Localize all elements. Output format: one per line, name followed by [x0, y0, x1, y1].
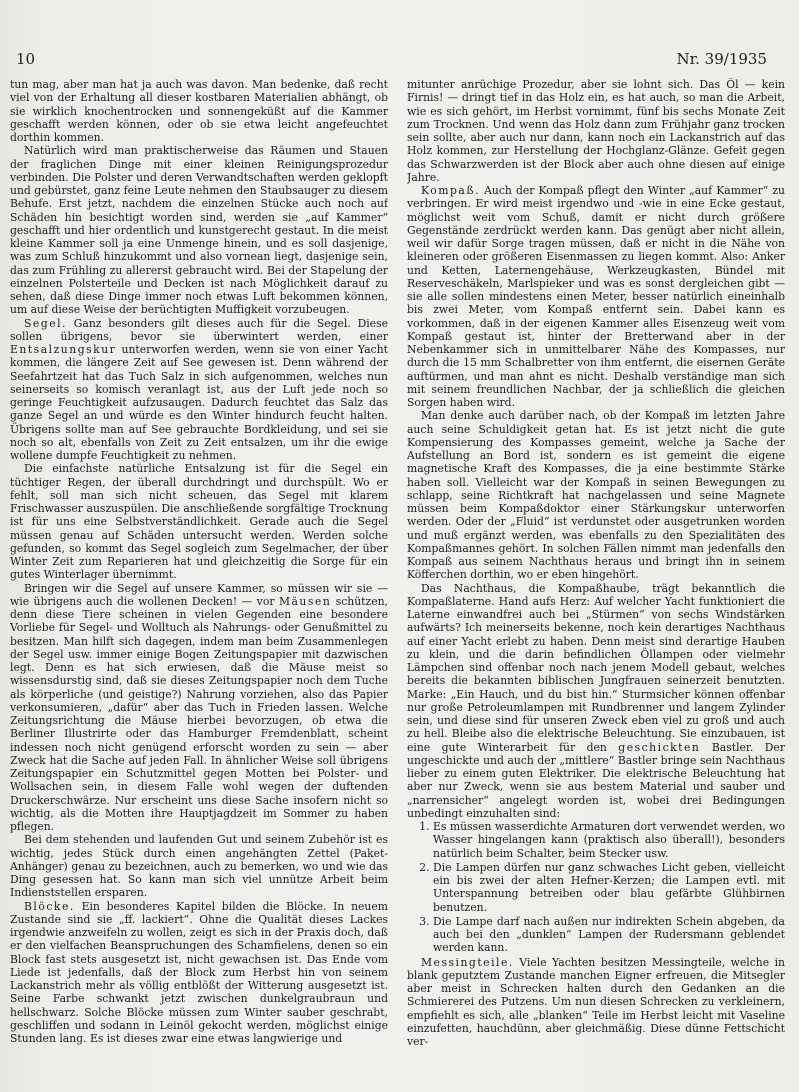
list-item: 2. Die Lampen dürfen nur ganz schwaches Licht geben, vielleicht ein bis zwei der alten Hefner-Kerzen; die Lampen evtl. mit Unterspannung betreiben oder blau gefärbte Glühbirnen benutzen.	[433, 861, 785, 914]
spaced-word: Mäusen	[278, 594, 332, 608]
page-number: 10	[16, 50, 36, 68]
paragraph-bloecke: Blöcke. Ein besonderes Kapitel bilden die Blöcke. In neuem Zustande sind sie „ff. lackiert“. Ohne die Qualität dieses Lackes irgendwie anzweifeln zu wollen, zeigt es sich in der Praxis doch, daß er den vielfachen Beanspruchungen des Schamfielens, denen so ein Block fast stets ausgesetzt ist, nicht gewachsen ist. Das Ende vom Liede ist jedenfalls, daß der Block zum Herbst hin von seinem Lackanstrich mehr als völlig entblößt der Witterung ausgesetzt ist. Seine Farbe schwankt jetzt zwischen dunkelgraubraun und hellschwarz. Solche Blöcke müssen zum Winter sauber geschrabt, geschliffen und sodann in Leinöl gekocht werden, möglichst einige Stunden lang. Es ist dieses zwar eine etwas langwierige und	[10, 899, 388, 1045]
paragraph-messingteile: Messingteile. Viele Yachten besitzen Messingteile, welche in blank geputztem Zustande manchen Eigner erfreuen, die Mitsegler aber meist in Schrecken halten durch den Gedanken an die Schmiererei des Putzens. Um nun diesen Schrecken zu verkleinern, empfiehlt es sich, alle „blanken“ Teile im Herbst leicht mit Vaseline einzufetten, hauchdünn, aber gleichmäßig. Diese dünne Fettschicht ver-	[407, 955, 785, 1048]
paragraph-kompass: Kompaß. Auch der Kompaß pflegt den Winter „auf Kammer“ zu verbringen. Er wird meist irgendwo und -wie in eine Ecke gestaut, möglichst weit vom Schuß, damit er nicht durch größere Gegenstände zerdrückt werden kann. Das genügt aber nicht allein, weil wir dafür Sorge tragen müssen, daß er nicht in die Nähe von kleineren oder größeren Eisenmassen zu liegen kommt. Also: Anker und Ketten, Laternengehäuse, Werkzeugkasten, Bündel mit Reserveschäkeln, Marlspieker und was es sonst dergleichen gibt — sie alle sollen mindestens einen Meter, besser natürlich eineinhalb bis zwei Meter, vom Kompaß entfernt sein. Dabei kann es vorkommen, daß in der eigenen Kammer alles Eisenzeug weit vom Kompaß gestaut ist, hinter der Bretterwand aber in der Nebenkammer sich in unmittelbarer Nähe des Kompasses, nur durch die 15 mm Schalbretter von ihm entfernt, die eisernen Geräte auftürmen, und man ahnt es nicht. Deshalb verständige man sich mit seinem freundlichen Nachbar, der ja schließlich die gleichen Sorgen haben wird.	[407, 184, 785, 409]
section-lead-messingteile: Messingteile.	[421, 955, 514, 969]
paragraph: Natürlich wird man praktischerweise das Räumen und Stauen der fraglichen Dinge mit einer kleinen Reinigungsprozedur verbinden. Die Polster und deren Verwandtschaften werden geklopft und gebürstet, ganz feine Leute nehmen den Staubsauger zu diesem Behufe. Erst jetzt, nachdem die einzelnen Stücke auch noch auf Schäden hin besichtigt worden sind, werden sie „auf Kammer“ geschafft und hier ordentlich und kunstgerecht gestaut. In die meist kleine Kammer soll ja eine Unmenge hinein, und es soll dasjenige, was zum Schluß hinzukommt und also vornean liegt, dasjenige sein, das zum Frühling zu allererst gebraucht wird. Bei der Stapelung der einzelnen Polsterteile und Decken ist nach Möglichkeit darauf zu sehen, daß diese Dinge immer noch etwas Luft bekommen können, um auf diese Weise der berüchtigten Muffigkeit vorzubeugen.	[10, 144, 388, 317]
paragraph: Die einfachste natürliche Entsalzung ist für die Segel ein tüchtiger Regen, der überall durchdringt und durchspült. Wo er fehlt, soll man sich nicht scheuen, das Segel mit klarem Frischwasser auszuspülen. Die anschließende sorgfältige Trocknung ist für uns eine Selbstverständlichkeit. Gerade auch die Segel müssen genau auf Schäden untersucht werden. Werden solche gefunden, so kommt das Segel sogleich zum Segelmacher, der über Winter Zeit zum Reparieren hat und gleichzeitig die Sorge für ein gutes Winterlager übernimmt.	[10, 462, 388, 582]
spaced-word: geschickten	[618, 740, 701, 754]
paragraph-segel: Segel. Ganz besonders gilt dieses auch für die Segel. Diese sollen übrigens, bevor sie überwintert werden, einer Entsalzungskur unterworfen werden, wenn sie von einer Yacht kommen, die längere Zeit auf See gewesen ist. Denn während der Seefahrtzeit hat das Tuch Salz in sich aufgenommen, welches nun seinerseits so komisch veranlagt ist, aus der Luft jede noch so geringe Feuchtigkeit aufzusaugen. Dadurch feuchtet das Salz das ganze Segel an und würde es den Winter hindurch feucht halten. Übrigens sollte man auf See gebrauchte Bordkleidung, und sei sie noch so alt, ebenfalls von Zeit zu Zeit entsalzen, um ihr die ewige wollene dumpfe Feuchtigkeit zu nehmen.	[10, 316, 388, 462]
right-column	[407, 78, 785, 1088]
paragraph-maeuse: Bringen wir die Segel auf unsere Kammer, so müssen wir sie — wie übrigens auch die wollenen Decken! — vor Mäusen schützen, denn diese Tiere scheinen in vielen Gegenden eine besondere Vorliebe für Segel- und Wolltuch als Nahrungs- oder Genußmittel zu besitzen. Man hilft sich dagegen, indem man beim Zusammenlegen der Segel usw. immer einige Bogen Zeitungspapier mit dazwischen legt. Denn es hat sich erwiesen, daß die Mäuse meist so wissensdurstig sind, daß sie dieses Zeitungspapier noch dem Tuche als körperliche (und geistige?) Nahrung vorziehen, also das Papier verkonsumieren, „dafür“ aber das Tuch in Frieden lassen. Welche Zeitungsrichtung die Mäuse hierbei bevorzugen, ob etwa die Berliner Illustrirte oder das Hamburger Fremdenblatt, scheint indessen noch nicht genügend erforscht worden zu sein — aber Zweck hat die Sache auf jeden Fall. In ähnlicher Weise soll übrigens Zeitungspapier ein Schutzmittel gegen Motten bei Polster- und Wollsachen sein, in diesem Falle wohl wegen der duftenden Druckerschwärze. Nur erscheint uns diese Sache insofern nicht so wichtig, als die Motten ihre Hauptjagdzeit im Sommer zu haben pflegen.	[10, 581, 388, 833]
spaced-word: Entsalzungskur	[10, 343, 117, 356]
conditions-list	[407, 820, 785, 955]
section-lead-segel: Segel.	[24, 316, 67, 330]
article-columns	[10, 78, 786, 1088]
paragraph: Man denke auch darüber nach, ob der Kompaß im letzten Jahre auch seine Schuldigkeit getan hat. Es ist jetzt nicht die gute Kompensierung des Kompasses gemeint, welche ja Sache der Aufstellung an Bord ist, sondern es ist gemeint die eigene magnetische Kraft des Kompasses, die ja eine bestimmte Stärke haben soll. Vielleicht war der Kompaß in seinen Bewegungen zu schlapp, seine Richtkraft hat nachgelassen und seine Magnete müssen beim Kompaßdoktor einer Stärkungskur unterworfen werden. Oder der „Fluid“ ist verdunstet oder ausgetrunken worden und muß ergänzt werden, was ebenfalls zu den Spezialitäten des Kompaßmannes gehört. In solchen Fällen nimmt man jedenfalls den Kompaß aus seinem Nachthaus heraus und bringt ihn in seinem Köfferchen dorthin, wo er eben hingehört.	[407, 409, 785, 582]
section-lead-bloecke: Blöcke.	[24, 899, 75, 913]
page-header	[10, 50, 779, 72]
paragraph: mitunter anrüchige Prozedur, aber sie lohnt sich. Das Öl — kein Firnis! — dringt tief in das Holz ein, es hat auch, so man die Arbeit, wie es sich gehört, im Herbst vornimmt, fünf bis sechs Monate Zeit zum Trocknen. Und wenn das Holz dann zum Frühjahr ganz trocken sein sollte, aber auch nur dann, kann noch ein Lackanstrich auf das Holz kommen, zur Herstellung der Hochglanz-Glänze. Gefeit gegen das Schwarzwerden ist der Block aber auch ohne diesen auf einige Jahre.	[407, 78, 785, 184]
paragraph: tun mag, aber man hat ja auch was davon. Man bedenke, daß recht viel von der Erhaltung all dieser kostbaren Materialien abhängt, ob sie wirklich knochentrocken und sonnengeküßt auf die Kammer geschafft werden können, oder ob sie etwa leicht angefeuchtet dorthin kommen.	[10, 78, 388, 144]
paragraph-nachthaus: Das Nachthaus, die Kompaßhaube, trägt bekanntlich die Kompaßlaterne. Hand aufs Herz: Auf welcher Yacht funktioniert die Laterne einwandfrei auch bei „Stürmen“ von sechs Windstärken aufwärts? Ich meinerseits bekenne, noch kein derartiges Nachthaus auf einer Yacht erlebt zu haben. Denn meist sind derartige Hauben zu klein, und die darin befindlichen Öllampen oder vielmehr Lämpchen sind offenbar noch nach jenem Modell gebaut, welches bereits die bekannten biblischen Jungfrauen seinerzeit benutzten. Marke: „Ein Hauch, und du bist hin.“ Sturmsicher können offenbar nur große Petroleumlampen mit Rundbrenner und langem Zylinder sein, und diese sind für unseren Zweck eben viel zu groß und auch zu hell. Bleibe also die elektrische Beleuchtung. Sie einzubauen, ist eine gute Winterarbeit für den geschickten Bastler. Der ungeschickte und auch der „mittlere“ Bastler bringe sein Nachthaus lieber zu einem guten Elektriker. Die elektrische Beleuchtung hat aber nur Zweck, wenn sie aus bestem Material und sauber und „narrensicher“ angelegt worden ist, wobei drei Bedingungen unbedingt einzuhalten sind:	[407, 581, 785, 820]
issue-number: Nr. 39/1935	[676, 50, 767, 68]
list-item: 1. Es müssen wasserdichte Armaturen dort verwendet werden, wo Wasser hingelangen kann (praktisch also überall!), besonders natürlich beim Schalter, beim Stecker usw.	[433, 820, 785, 860]
left-column	[10, 78, 388, 1088]
paragraph: Bei dem stehenden und laufenden Gut und seinem Zubehör ist es wichtig, jedes Stück durch einen angehängten Zettel (Paket-Anhänger) genau zu bezeichnen, auch zu bemerken, wo und wie das Ding gesessen hat. So kann man sich viel unnütze Arbeit beim Indienststellen ersparen.	[10, 833, 388, 900]
list-item: 3. Die Lampe darf nach außen nur indirekten Schein abgeben, da auch bei den „dunklen“ Lampen der Rudersmann geblendet werden kann.	[433, 915, 785, 955]
section-lead-kompass: Kompaß.	[421, 184, 481, 197]
